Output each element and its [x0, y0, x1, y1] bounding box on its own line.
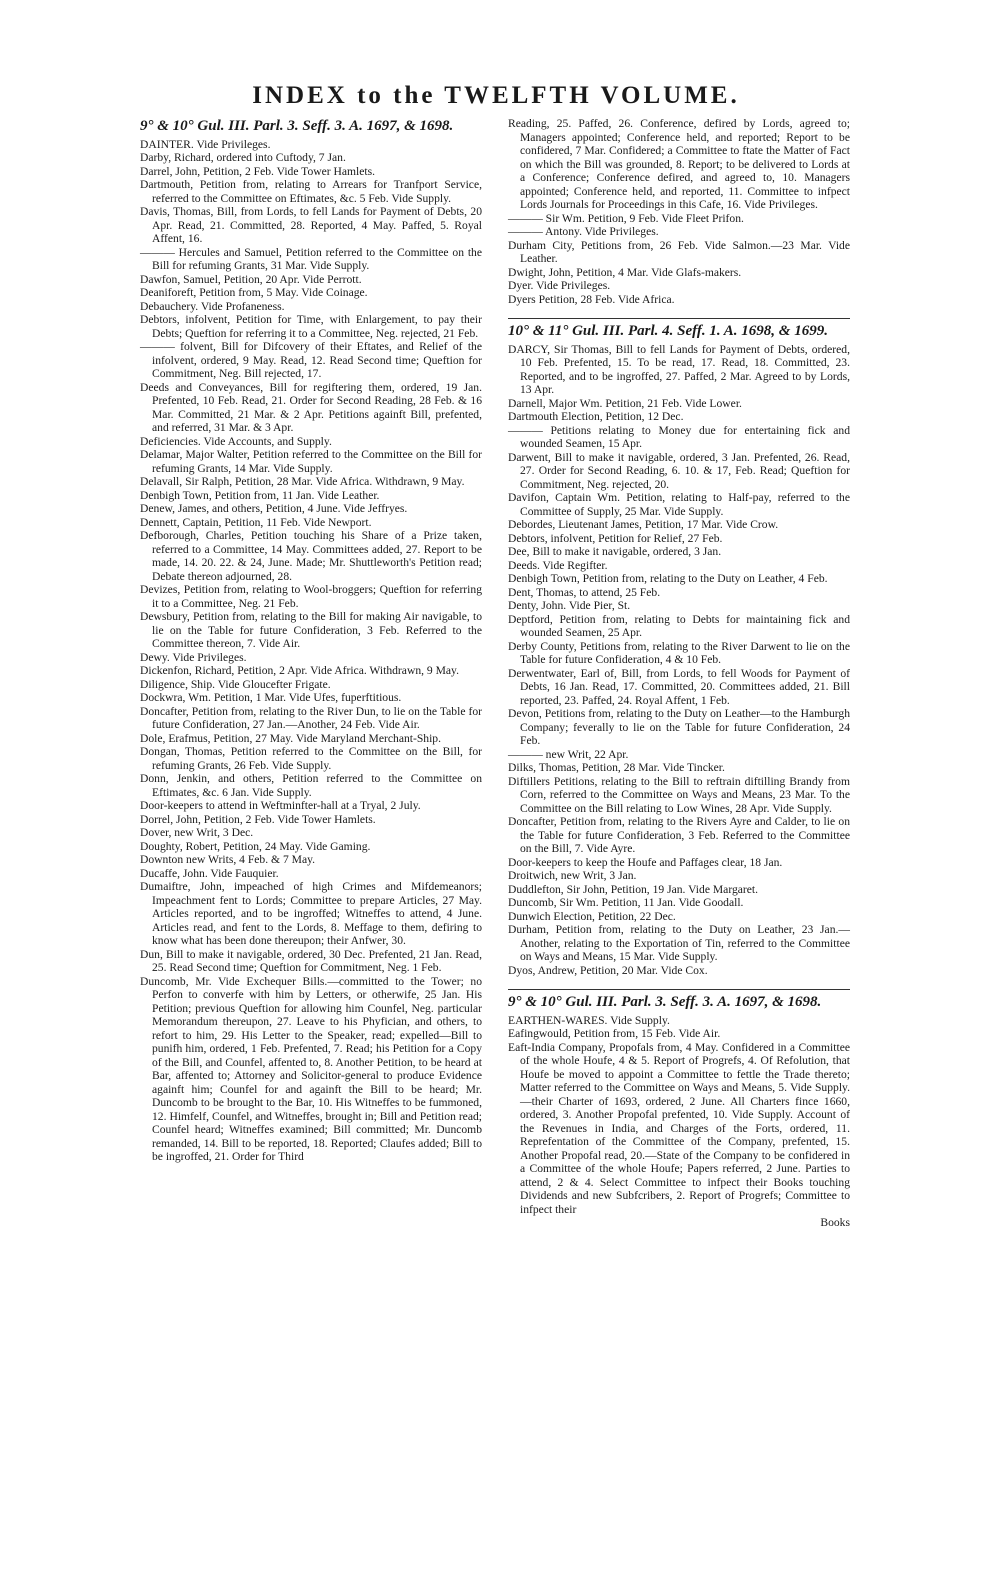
index-entry: Debordes, Lieutenant James, Petition, 17 Mar. Vide Crow. [508, 518, 779, 531]
index-entry: ——— Petitions relating to Money due for entertaining fick and wounded Seamen, 15 Apr. [508, 423, 850, 450]
index-entry: Dumaiftre, John, impeached of high Crimes and Mifdemeanors; Impeachment fent to Lords; Committee to prepare Articles, 27 May. Articles reported, and to be ingroffed; Witneffes to attend, 4 June. Articles read, and fent to the Lords, 8. Meffage to them, defiring to know what has been done thereupon; their Anfwer, 30. [140, 880, 482, 947]
index-entry: Devizes, Petition from, relating to Wool-broggers; Queftion for referring it to a Committee, Neg. 21 Feb. [140, 583, 482, 610]
index-entry: Debtors, infolvent, Petition for Time, with Enlargement, to pay their Debts; Queftion for referring it to a Committee, Neg. rejected, 21 Feb. [140, 313, 482, 340]
index-entry: Doncafter, Petition from, relating to the River Dun, to lie on the Table for future Confideration, 27 Jan.—Another, 24 Feb. Vide Air. [140, 704, 482, 731]
index-entry: Darnell, Major Wm. Petition, 21 Feb. Vide Lower. [508, 396, 742, 410]
index-column-left [140, 117, 482, 1164]
index-entry: Dickenfon, Richard, Petition, 2 Apr. Vide Africa. Withdrawn, 9 May. [140, 664, 460, 677]
index-entry: Donn, Jenkin, and others, Petition referred to the Committee on Eftimates, &c. 6 Jan. Vide Supply. [140, 772, 482, 799]
index-entry: Diftillers Petitions, relating to the Bill to reftrain diftilling Brandy from Corn, referred to the Committee on Ways and Means, 23 Mar. To the Committee on the Bill relating to Low Wines, 28 Apr. Vide Supply. [508, 774, 850, 815]
index-entry: Denew, James, and others, Petition, 4 June. Vide Jeffryes. [140, 502, 408, 515]
index-entry: Door-keepers to attend in Weftminfter-hall at a Tryal, 2 July. [140, 799, 421, 812]
index-entry: Doughty, Robert, Petition, 24 May. Vide Gaming. [140, 839, 371, 853]
index-entry: Denbigh Town, Petition from, relating to the Duty on Leather, 4 Feb. [508, 572, 828, 585]
index-entry: Dyers Petition, 28 Feb. Vide Africa. [508, 292, 675, 306]
index-entry: Debtors, infolvent, Petition for Relief, 27 Feb. [508, 531, 723, 545]
index-entry: Dartmouth, Petition from, relating to Arrears for Tranfport Service, referred to the Committee on Eftimates, &c. 5 Feb. Vide Supply. [140, 178, 482, 205]
section-heading: 9° & 10° Gul. III. Parl. 3. Seff. 3. A. 1697, & 1698. [508, 994, 822, 1010]
index-entry: Durham City, Petitions from, 26 Feb. Vide Salmon.—23 Mar. Vide Leather. [508, 238, 850, 265]
entry-list [508, 1014, 850, 1217]
index-entry: Door-keepers to keep the Houfe and Paffages clear, 18 Jan. [508, 855, 783, 869]
index-entry: DARCY, Sir Thomas, Bill to fell Lands for Payment of Debts, ordered, 10 Feb. Prefented, 15. To be read, 17. Read, 18. Committed, 23. Reported, and to be ingroffed, 27. Paffed, 2 Mar. Agreed to by Lords, 13 Apr. [508, 342, 850, 396]
section-divider [508, 989, 850, 990]
index-entry: ——— folvent, Bill for Difcovery of their Eftates, and Relief of the infolvent, ordered, 9 May. Read, 12. Read Second time; Queftion for Commitment, Neg. Bill rejected, 17. [140, 340, 482, 380]
index-entry: Derwentwater, Earl of, Bill, from Lords, to fell Woods for Payment of Debts, 16 Jan. Read, 17. Committed, 20. Committees added, 21. Bill reported, 23. Paffed, 24. Royal Affent, 1 Feb. [508, 666, 850, 707]
index-entry: Deaniforeft, Petition from, 5 May. Vide Coinage. [140, 286, 368, 299]
index-entry: Duddlefton, Sir John, Petition, 19 Jan. Vide Margaret. [508, 882, 759, 896]
index-entry: EARTHEN-WARES. Vide Supply. [508, 1013, 670, 1027]
index-entry: Droitwich, new Writ, 3 Jan. [508, 869, 637, 882]
index-entry: ——— Hercules and Samuel, Petition referred to the Committee on the Bill for refuming Grants, 31 Mar. Vide Supply. [140, 245, 482, 272]
index-entry: Downton new Writs, 4 Feb. & 7 May. [140, 853, 316, 866]
index-entry: Devon, Petitions from, relating to the Duty on Leather—to the Hamburgh Company; feverally to lie on the Table for future Confideration, 24 Feb. [508, 707, 850, 747]
entry-list [508, 343, 850, 978]
index-entry: Dewy. Vide Privileges. [140, 650, 247, 664]
entry-list [140, 138, 482, 1164]
index-entry: Darrel, John, Petition, 2 Feb. Vide Tower Hamlets. [140, 164, 376, 178]
index-entry: Denty, John. Vide Pier, St. [508, 599, 631, 612]
index-entry: Reading, 25. Paffed, 26. Conference, defired by Lords, agreed to; Managers appointed; Conference held, and reported; Report to be confidered, 7 Mar. Confidered; a Committee to ftate the Matter of Fact on which the Bill was grounded, 8. Report; to be delivered to Lords at a Conference; Conference defired, and agreed to, 10. Managers appointed; Conference held, and reported, 11. Committee to infpect Lords Journals for Proceedings in this Cafe, 16. Vide Privileges. [508, 117, 850, 211]
section-divider [508, 318, 850, 319]
index-entry: Darby, Richard, ordered into Cuftody, 7 Jan. [140, 151, 346, 164]
index-entry: Dwight, John, Petition, 4 Mar. Vide Glafs-makers. [508, 265, 742, 279]
index-entry: Darwent, Bill to make it navigable, ordered, 3 Jan. Prefented, 26. Read, 27. Order for Second Reading, 6. 10. & 17, Feb. Read; Queftion for Commitment, Neg. rejected, 20. [508, 450, 850, 491]
index-entry: Dennett, Captain, Petition, 11 Feb. Vide Newport. [140, 515, 372, 529]
index-entry: Dewsbury, Petition from, relating to the Bill for making Air navigable, to lie on the Table for future Confideration, 3 Feb. Referred to the Committee thereon, 7. Vide Air. [140, 610, 482, 650]
entry-list [508, 117, 850, 306]
index-entry: Deeds and Conveyances, Bill for regiftering them, ordered, 19 Jan. Prefented, 10 Feb. Read, 21. Order for Second Reading, 28 Feb. & 16 Mar. Committed, 21 Mar. & 2 Apr. Petitions againft Bill, prefented, and referred, 31 Mar. & 3 Apr. [140, 380, 482, 434]
catchword: Books [820, 1216, 850, 1229]
index-entry: ——— Antony. Vide Privileges. [508, 225, 659, 238]
index-entry: Dorrel, John, Petition, 2 Feb. Vide Tower Hamlets. [140, 812, 376, 826]
index-entry: Dole, Erafmus, Petition, 27 May. Vide Maryland Merchant-Ship. [140, 731, 442, 745]
index-entry: Dee, Bill to make it navigable, ordered, 3 Jan. [508, 545, 722, 558]
index-entry: Eaft-India Company, Propofals from, 4 May. Confidered in a Committee of the whole Houfe, 4 & 5. Report of Progrefs, 4. Of Refolution, that Houfe be moved to appoint a Committee to fettle the Trade thereto; Matter referred to the Committee on Ways and Means, 5. Vide Supply. —their Charter of 1693, ordered, 2 June. All Charters fince 1660, ordered, 3. Another Propofal prefented, 10. Vide Supply. Account of the Revenues in India, and Charges of the Forts, ordered, 11. Reprefentation of the Committee of the Company, prefented, 15. Another Propofal read, 20.—State of the Company to be confidered in a Committee of the whole Houfe; Papers referred, 2 June. Parties to attend, 2 & 4. Select Committee to infpect their Books touching Dividends and new Subfcribers, 2. Report of Progrefs; Committee to infpect their [508, 1040, 850, 1216]
index-entry: Derby County, Petitions from, relating to the River Darwent to lie on the Table for future Confideration, 4 & 10 Feb. [508, 639, 850, 666]
index-entry: DAINTER. Vide Privileges. [140, 137, 271, 151]
index-entry: Dover, new Writ, 3 Dec. [140, 826, 254, 839]
index-entry: Durham, Petition from, relating to the Duty on Leather, 23 Jan.—Another, relating to the Exportation of Tin, referred to the Committee on Ways and Means, 15 Mar. Vide Supply. [508, 923, 850, 963]
index-column-right [508, 117, 850, 1230]
index-entry: Dilks, Thomas, Petition, 28 Mar. Vide Tincker. [508, 761, 725, 774]
index-entry: Deeds. Vide Regifter. [508, 558, 608, 572]
index-entry: Dongan, Thomas, Petition referred to the Committee on the Bill, for refuming Grants, 26 Feb. Vide Supply. [140, 745, 482, 772]
index-entry: Delamar, Major Walter, Petition referred to the Committee on the Bill for refuming Grants, 14 Mar. Vide Supply. [140, 448, 482, 475]
section-heading: 9° & 10° Gul. III. Parl. 3. Seff. 3. A. 1697, & 1698. [140, 118, 454, 134]
index-entry: Eafingwould, Petition from, 15 Feb. Vide Air. [508, 1027, 721, 1040]
index-entry: Dawfon, Samuel, Petition, 20 Apr. Vide Perrott. [140, 272, 362, 286]
index-entry: Davifon, Captain Wm. Petition, relating to Half-pay, referred to the Committee of Supply, 25 Mar. Vide Supply. [508, 491, 850, 518]
index-entry: Duncomb, Mr. Vide Exchequer Bills.—committed to the Tower; no Perfon to converfe with him by Letters, or otherwife, 25 Jan. His Petition; previous Queftion for allowing him Counfel, Neg. particular Memorandum thereupon, 27. Leave to his Phyfician, and others, to refort to him, 29. His Letter to the Speaker, read; expelled—Bill to punifh him, ordered, 1 Feb. Prefented, 7. Read; his Petition for a Copy of the Bill, and Counfel, affented to, 8. Another Petition, to be heard at Bar, affented to; Attorney and Solicitor-general to produce Evidence againft him; Counfel for and againft the Bill to be heard; Mr. Duncomb to be brought to the Bar, 10. His Witneffes to be fummoned, 12. Himfelf, Counfel, and Witneffes, brought in; Bill and Petition read; Counfel heard; Witneffes examined; Bill committed; Mr. Duncomb remanded, 14. Bill to be reported, 18. Reported; Claufes added; Bill to be ingroffed, 21. Order for Third [140, 974, 482, 1163]
index-entry: Duncomb, Sir Wm. Petition, 11 Jan. Vide Goodall. [508, 896, 744, 909]
index-entry: Davis, Thomas, Bill, from Lords, to fell Lands for Payment of Debts, 20 Apr. Read, 21. Committed, 28. Reported, 4 May. Paffed, 5. Royal Affent, 16. [140, 205, 482, 245]
index-entry: Delavall, Sir Ralph, Petition, 28 Mar. Vide Africa. Withdrawn, 9 May. [140, 475, 465, 488]
section-heading: 10° & 11° Gul. III. Parl. 4. Seff. 1. A. 1698, & 1699. [508, 323, 828, 339]
index-entry: Dunwich Election, Petition, 22 Dec. [508, 909, 676, 923]
index-entry: Dartmouth Election, Petition, 12 Dec. [508, 410, 684, 423]
index-entry: Doncafter, Petition from, relating to the Rivers Ayre and Calder, to lie on the Table for future Confideration, 3 Feb. Referred to the Committee on the Bill, 7. Vide Ayre. [508, 815, 850, 855]
index-entry: Ducaffe, John. Vide Fauquier. [140, 866, 279, 880]
index-entry: Dent, Thomas, to attend, 25 Feb. [508, 585, 661, 599]
page-title: INDEX to the TWELFTH VOLUME. [252, 82, 740, 109]
index-entry: Dun, Bill to make it navigable, ordered, 30 Dec. Prefented, 21 Jan. Read, 25. Read Second time; Queftion for Commitment, Neg. 1 Feb. [140, 947, 482, 974]
index-entry: ——— new Writ, 22 Apr. [508, 747, 629, 761]
index-entry: Deptford, Petition from, relating to Debts for maintaining fick and wounded Seamen, 25 Apr. [508, 612, 850, 639]
index-entry: Debauchery. Vide Profaneness. [140, 299, 285, 313]
index-entry: Dyer. Vide Privileges. [508, 279, 611, 292]
index-entry: Defborough, Charles, Petition touching his Share of a Prize taken, referred to a Committee, 14 May. Committees added, 27. Report to be made, 14. 20. 22. & 24, June. Made; Mr. Shuttleworth's Petition read; Debate thereon adjourned, 28. [140, 529, 482, 583]
index-entry: ——— Sir Wm. Petition, 9 Feb. Vide Fleet Prifon. [508, 211, 744, 225]
index-entry: Denbigh Town, Petition from, 11 Jan. Vide Leather. [140, 488, 380, 502]
index-entry: Dockwra, Wm. Petition, 1 Mar. Vide Ufes, fuperftitious. [140, 691, 402, 704]
index-entry: Deficiencies. Vide Accounts, and Supply. [140, 434, 332, 448]
index-entry: Dyos, Andrew, Petition, 20 Mar. Vide Cox. [508, 963, 708, 977]
index-entry: Diligence, Ship. Vide Gloucefter Frigate. [140, 677, 331, 691]
